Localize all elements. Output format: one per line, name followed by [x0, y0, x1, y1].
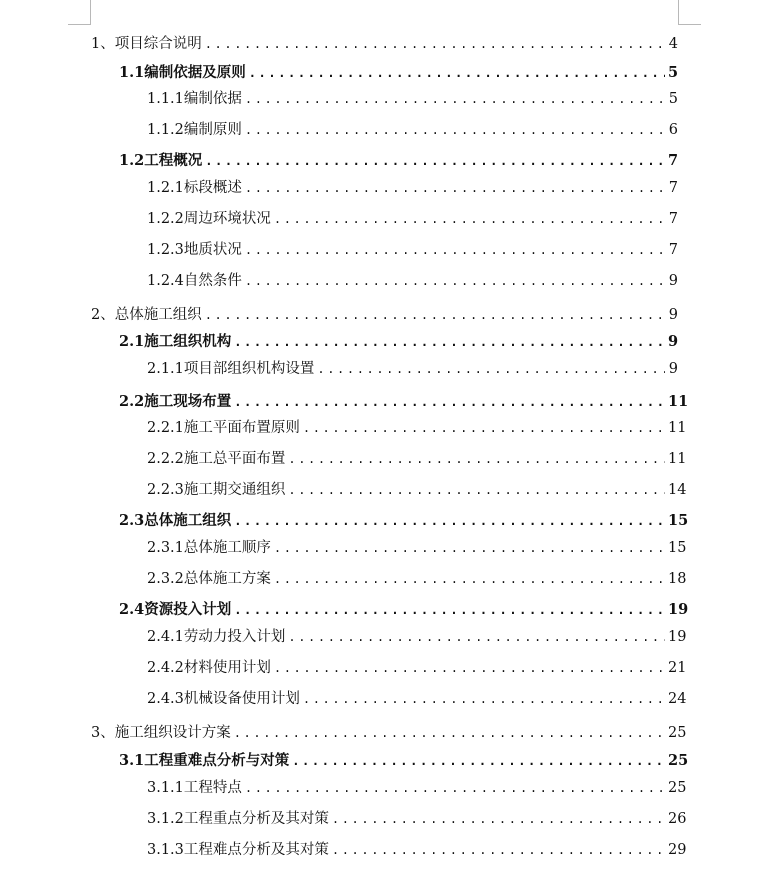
- toc-page-number: 7: [668, 152, 679, 169]
- toc-entry-number: 2.2: [119, 393, 145, 410]
- toc-dot-leader: [274, 568, 665, 590]
- page-corner-mark-right: [678, 0, 701, 25]
- toc-page-number: 9: [668, 307, 678, 323]
- toc-page-number: 7: [668, 211, 678, 227]
- toc-dot-leader: [332, 808, 665, 830]
- toc-page-number: 11: [668, 451, 687, 467]
- toc-entry-number: 1.2.4: [147, 273, 184, 289]
- toc-page-number: 25: [668, 725, 687, 741]
- toc-dot-leader: [245, 777, 665, 799]
- toc-entry-number: 1.2.1: [147, 180, 184, 196]
- toc-dot-leader: [317, 358, 665, 380]
- toc-page-number: 7: [668, 180, 678, 196]
- toc-dot-leader: [205, 304, 665, 326]
- toc-entry-title: 工程重难点分析与对策: [144, 752, 290, 769]
- toc-dot-leader: [274, 537, 665, 559]
- toc-page-number: 15: [668, 540, 687, 556]
- toc-entry[interactable]: [147, 270, 678, 292]
- toc-dot-leader: [245, 177, 665, 199]
- toc-entry[interactable]: [147, 688, 687, 710]
- toc-dot-leader: [245, 88, 665, 110]
- toc-dot-leader: [245, 119, 665, 141]
- toc-entry[interactable]: [119, 750, 689, 772]
- toc-dot-leader: [303, 688, 665, 710]
- toc-entry-title: 总体施工组织: [114, 307, 202, 323]
- toc-dot-leader: [274, 208, 665, 230]
- toc-page-number: 21: [668, 660, 687, 676]
- toc-entry-number: 1.1: [119, 64, 145, 81]
- toc-dot-leader: [234, 391, 665, 413]
- toc-entry-number: 2.4: [119, 601, 145, 618]
- toc-entry-title: 编制原则: [183, 122, 242, 138]
- toc-entry[interactable]: [119, 62, 678, 84]
- toc-entry-number: 1.2.3: [147, 242, 184, 258]
- toc-entry-title: 编制依据及原则: [144, 64, 246, 81]
- toc-page-number: 7: [668, 242, 678, 258]
- toc-dot-leader: [274, 657, 665, 679]
- toc-entry-title: 施工组织机构: [144, 333, 232, 350]
- toc-entry-number: 1、: [91, 36, 115, 52]
- toc-entry[interactable]: [119, 599, 689, 621]
- toc-entry-title: 标段概述: [183, 180, 242, 196]
- toc-entry-title: 总体施工顺序: [183, 540, 271, 556]
- toc-page-number: 19: [668, 601, 689, 618]
- toc-entry[interactable]: [119, 150, 678, 172]
- toc-entry-title: 材料使用计划: [183, 660, 271, 676]
- toc-entry[interactable]: [91, 304, 678, 326]
- toc-page-number: 15: [668, 512, 689, 529]
- toc-dot-leader: [292, 750, 665, 772]
- toc-entry[interactable]: [147, 839, 687, 861]
- toc-dot-leader: [245, 239, 665, 261]
- toc-entry[interactable]: [147, 88, 678, 110]
- toc-entry[interactable]: [147, 119, 678, 141]
- toc-page-number: 11: [668, 420, 687, 436]
- toc-entry[interactable]: [91, 33, 678, 55]
- toc-page-number: 26: [668, 811, 687, 827]
- toc-page-number: 4: [668, 36, 678, 52]
- toc-entry[interactable]: [147, 417, 687, 439]
- toc-entry-number: 3.1: [119, 752, 145, 769]
- toc-entry-number: 2.3: [119, 512, 145, 529]
- toc-entry-title: 劳动力投入计划: [183, 629, 286, 645]
- toc-page-number: 9: [668, 361, 678, 377]
- toc-entry-title: 总体施工方案: [183, 571, 271, 587]
- toc-entry[interactable]: [147, 568, 687, 590]
- toc-entry[interactable]: [147, 626, 687, 648]
- toc-page-number: 24: [668, 691, 687, 707]
- toc-entry-number: 3.1.2: [147, 811, 184, 827]
- toc-dot-leader: [205, 150, 665, 172]
- toc-entry[interactable]: [119, 391, 689, 413]
- toc-entry-title: 项目综合说明: [114, 36, 202, 52]
- toc-page-number: 14: [668, 482, 687, 498]
- toc-entry-title: 机械设备使用计划: [183, 691, 300, 707]
- toc-page-number: 9: [668, 273, 678, 289]
- toc-page-number: 29: [668, 842, 687, 858]
- toc-entry-title: 施工现场布置: [144, 393, 232, 410]
- toc-page-number: 5: [668, 91, 678, 107]
- toc-entry-title: 工程概况: [144, 152, 203, 169]
- toc-entry-number: 2.2.3: [147, 482, 184, 498]
- toc-entry-number: 1.2: [119, 152, 145, 169]
- toc-entry[interactable]: [147, 479, 687, 501]
- toc-page-number: 25: [668, 780, 687, 796]
- toc-entry[interactable]: [147, 358, 678, 380]
- toc-page-number: 11: [668, 393, 689, 410]
- toc-entry[interactable]: [147, 537, 687, 559]
- toc-entry-title: 施工组织设计方案: [114, 725, 231, 741]
- toc-entry-title: 项目部组织机构设置: [183, 361, 315, 377]
- toc-dot-leader: [234, 722, 665, 744]
- toc-entry-title: 施工总平面布置: [183, 451, 286, 467]
- toc-dot-leader: [249, 62, 665, 84]
- toc-page-number: 19: [668, 629, 687, 645]
- toc-entry-number: 3、: [91, 725, 115, 741]
- toc-page-number: 18: [668, 571, 687, 587]
- toc-entry[interactable]: [147, 177, 678, 199]
- toc-dot-leader: [234, 599, 665, 621]
- toc-entry-number: 3.1.1: [147, 780, 184, 796]
- toc-entry[interactable]: [147, 657, 687, 679]
- toc-entry-number: 2.4.1: [147, 629, 184, 645]
- toc-entry-number: 1.1.1: [147, 91, 184, 107]
- toc-entry[interactable]: [147, 808, 687, 830]
- toc-entry[interactable]: [147, 777, 687, 799]
- toc-entry-title: 编制依据: [183, 91, 242, 107]
- toc-entry[interactable]: [147, 239, 678, 261]
- toc-entry-title: 自然条件: [183, 273, 242, 289]
- toc-entry-number: 2.1.1: [147, 361, 184, 377]
- toc-entry-title: 资源投入计划: [144, 601, 232, 618]
- toc-entry-number: 2、: [91, 307, 115, 323]
- toc-page-number: 6: [668, 122, 678, 138]
- toc-entry-number: 2.2.2: [147, 451, 184, 467]
- toc-entry-number: 2.1: [119, 333, 145, 350]
- toc-page-number: 5: [668, 64, 679, 81]
- toc-dot-leader: [288, 626, 665, 648]
- toc-dot-leader: [288, 479, 665, 501]
- toc-entry-number: 2.2.1: [147, 420, 184, 436]
- toc-entry-title: 工程重点分析及其对策: [183, 811, 329, 827]
- toc-entry-number: 2.3.1: [147, 540, 184, 556]
- toc-entry[interactable]: [91, 722, 687, 744]
- toc-page-number: 25: [668, 752, 689, 769]
- toc-entry-number: 1.1.2: [147, 122, 184, 138]
- toc-entry[interactable]: [119, 510, 689, 532]
- toc-entry-title: 工程特点: [183, 780, 242, 796]
- toc-dot-leader: [288, 448, 665, 470]
- toc-entry-title: 施工期交通组织: [183, 482, 286, 498]
- toc-dot-leader: [205, 33, 665, 55]
- toc-entry-title: 总体施工组织: [144, 512, 232, 529]
- toc-entry-number: 1.2.2: [147, 211, 184, 227]
- toc-entry[interactable]: [147, 208, 678, 230]
- toc-page-number: 9: [668, 333, 679, 350]
- toc-dot-leader: [234, 331, 665, 353]
- toc-entry-title: 周边环境状况: [183, 211, 271, 227]
- toc-entry-number: 2.4.2: [147, 660, 184, 676]
- toc-dot-leader: [245, 270, 665, 292]
- toc-dot-leader: [332, 839, 665, 861]
- toc-dot-leader: [234, 510, 665, 532]
- toc-entry[interactable]: [119, 331, 678, 353]
- toc-entry-number: 3.1.3: [147, 842, 184, 858]
- toc-entry-title: 施工平面布置原则: [183, 420, 300, 436]
- toc-dot-leader: [303, 417, 665, 439]
- toc-entry-title: 工程难点分析及其对策: [183, 842, 329, 858]
- toc-entry-number: 2.4.3: [147, 691, 184, 707]
- toc-entry-number: 2.3.2: [147, 571, 184, 587]
- toc-entry-title: 地质状况: [183, 242, 242, 258]
- toc-entry[interactable]: [147, 448, 687, 470]
- page-corner-mark-left: [68, 0, 91, 25]
